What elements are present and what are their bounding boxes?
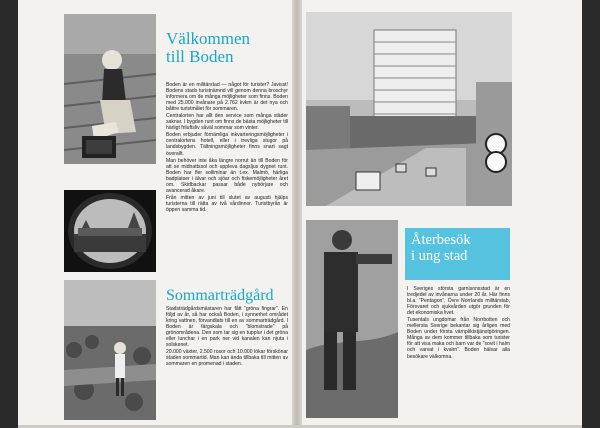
revisit-text — [407, 286, 510, 361]
welcome-text — [166, 82, 288, 214]
summer-garden-heading: Sommarträdgård — [166, 287, 274, 304]
welcome-heading-line1: Välkommen — [166, 29, 251, 48]
welcome-paragraph: Från mitten av juni till slutet av augusti hjälps turisterna till rätta av två vårdinnor. Turistbyrån är öppen samma tid. — [166, 194, 288, 213]
revisit-heading — [411, 232, 509, 264]
photo-garden-child — [64, 280, 156, 420]
summer-garden-paragraph: Stadsträdgårdsmästaren har fått ”gröna fingrar”. En följd av år, så har också Boden, i synnerhet området kring vattnen, förvandlats till en av sommarträdgård. I Boden är färgskala och ”blomstrade” på grönområdena. Den som tar sig en tupplur i det gröna eller lunchar i en park ner vid kanalen kan njuta i solskenet. — [166, 306, 288, 349]
revisit-paragraph: Tusentals ungdomar från Norrbotten och mellersta Sverige bekantar sig årligen med Boden under första värnpliktstjänstgöringen. Många av dem kommer tillbaka som turister för att visa maka och barn var de ”sovit i halm och varvat i kvalm”. Boden hälsar alla besökare välkomna. — [407, 317, 510, 360]
summer-garden-text — [166, 306, 288, 368]
revisit-heading-line1: Återbesök — [411, 232, 471, 248]
revisit-paragraph: I Sveriges största garnisonsstad är en tredjedel av invånarna under 20 år. Här finns bl.a. ”Pentagon”, Övre Norrlands militärstab, Försvaret och sjukvården utgör grunden för det ekonomiska livet. — [407, 286, 510, 317]
photo-city-aerial — [306, 12, 512, 206]
welcome-paragraph: Boden är en militärstad — något för turister? Javisst! Bodens stads turistnämnd vill genom denna broschyr informera om de många möjligheter som finns. Boden med 25.000 invånare på 2.762 kvkm är det nya och båttre turistmålet för sommaren. — [166, 82, 288, 113]
summer-garden-paragraph: 20.000 växter, 2.500 rosor och 10.000 lökar förskönar staden sommartid. Man kan ända tillbaka till mitten av sommaren en promenad i staden. — [166, 349, 288, 368]
welcome-paragraph: Boden erbjuder förnämliga inkvarteringsmöjligheter i centralortens hotell, eller i trevliga stugor på landsbygden. Tältningsmöjligheter finns snart sagt överallt. — [166, 132, 288, 157]
welcome-paragraph: Man behöver inte åka längre norrut än till Boden för att se midnattssol och uppleva dagsljus dygnet runt. Boden har fler solliminar än t.ex. Malmö, härliga badplatser i älvar och sjöar och fiskemöjligheter året om. Skidbackar passar både nybörjare och avancerad åkare. — [166, 157, 288, 194]
photo-porthole-lake — [64, 190, 156, 272]
photo-man-with-binoculars — [306, 220, 398, 418]
welcome-heading — [166, 30, 286, 66]
revisit-heading-line2: i ung stad — [411, 248, 468, 264]
page-edge-left — [0, 0, 18, 428]
welcome-heading-line2: till Boden — [166, 46, 234, 66]
page-edge-right — [582, 0, 600, 428]
book-gutter — [292, 0, 302, 428]
photo-woman-on-dock — [64, 14, 156, 164]
welcome-paragraph: Centralorten har allt den service som många städer saknar. I bygden runt om finns de bästa möjligheter till härligt friluftsliv såväl sommar som vinter. — [166, 113, 288, 132]
